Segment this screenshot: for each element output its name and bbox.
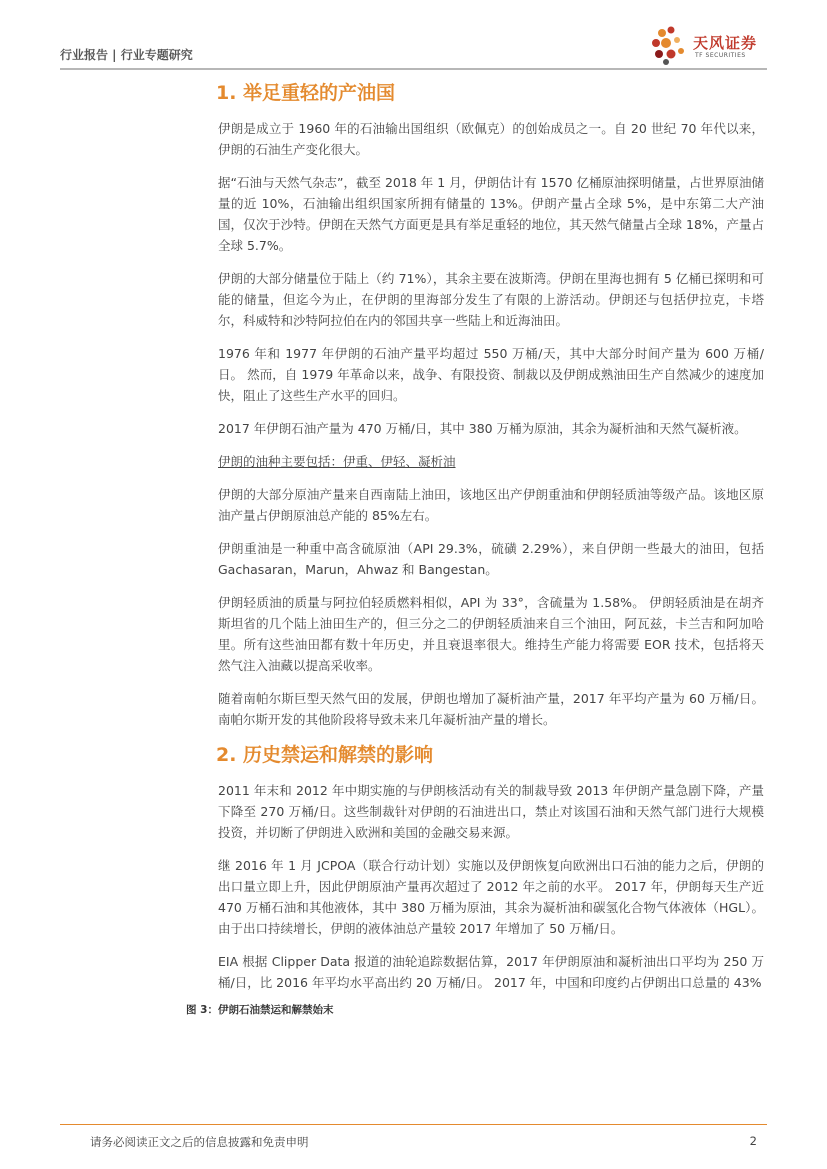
oil-types-heading: 伊朗的油种主要包括：伊重、伊轻、凝析油 bbox=[218, 454, 456, 469]
paragraph: EIA 根据 Clipper Data 报道的油轮追踪数据估算，2017 年伊朗原油和凝析油出口平均为 250 万桶/日，比 2016 年平均水平高出约 20 万桶/日。 2017 年，中国和印度约占伊朗出口总量的 43% bbox=[218, 954, 764, 990]
paragraph: 伊朗的大部分原油产量来自西南陆上油田，该地区出产伊朗重油和伊朗轻质油等级产品。该地区原油产量占伊朗原油总产能的 85%左右。 bbox=[218, 487, 764, 523]
logo-text-en: TF SECURITIES bbox=[695, 52, 746, 59]
paragraph: 随着南帕尔斯巨型天然气田的发展，伊朗也增加了凝析油产量，2017 年平均产量为 60 万桶/日。南帕尔斯开发的其他阶段将导致未来几年凝析油产量的增长。 bbox=[218, 691, 764, 727]
paragraph: 2017 年伊朗石油产量为 470 万桶/日，其中 380 万桶为原油，其余为凝析油和天然气凝析液。 bbox=[218, 421, 747, 436]
main-content bbox=[218, 80, 764, 1005]
logo-text-cn: 天风证券 bbox=[693, 34, 758, 52]
company-logo bbox=[649, 24, 765, 66]
tf-logo-icon bbox=[649, 24, 691, 66]
header-divider bbox=[60, 68, 767, 70]
paragraph: 伊朗的大部分储量位于陆上（约 71%），其余主要在波斯湾。伊朗在里海也拥有 5 亿桶已探明和可能的储量，但迄今为止，在伊朗的里海部分发生了有限的上游活动。伊朗还与包括伊拉克，卡塔尔，科威特和沙特阿拉伯在内的邻国共享一些陆上和近海油田。 bbox=[218, 271, 764, 328]
paragraph: 据“石油与天然气杂志”，截至 2018 年 1 月，伊朗估计有 1570 亿桶原油探明储量，占世界原油储量的近 10%，石油输出组织国家所拥有储量的 13%。伊朗产量占全球 5%，是中东第二大产油国，仅次于沙特。伊朗在天然气方面更是具有举足重轻的地位，其天然气储量占全球 18%，产量占全球 5.7%。 bbox=[218, 175, 764, 253]
header-breadcrumb: 行业报告 | 行业专题研究 bbox=[60, 48, 193, 62]
paragraph: 伊朗轻质油的质量与阿拉伯轻质燃料相似，API 为 33°，含硫量为 1.58%。 伊朗轻质油是在胡齐斯坦省的几个陆上油田生产的，但三分之二的伊朗轻质油来自三个油田，阿瓦兹，卡兰吉和阿加哈里。所有这些油田都有数十年历史，并且衰退率很大。维持生产能力将需要 EOR 技术，包括将天然气注入油藏以提高采收率。 bbox=[218, 595, 764, 673]
section-title: 1. 举足重轻的产油国 bbox=[216, 82, 396, 104]
section-title: 2. 历史禁运和解禁的影响 bbox=[216, 744, 434, 766]
paragraph: 伊朗重油是一种重中高含硫原油（API 29.3%，硫磺 2.29%），来自伊朗一些最大的油田，包括 Gachasaran，Marun，Ahwaz 和 Bangestan。 bbox=[218, 541, 764, 577]
paragraph: 伊朗是成立于 1960 年的石油输出国组织（欧佩克）的创始成员之一。自 20 世纪 70 年代以来，伊朗的石油生产变化很大。 bbox=[218, 121, 764, 157]
paragraph: 继 2016 年 1 月 JCPOA（联合行动计划）实施以及伊朗恢复向欧洲出口石油的能力之后，伊朗的出口量立即上升，因此伊朗原油产量再次超过了 2012 年之前的水平。 2017 年，伊朗每天生产近 470 万桶石油和其他液体，其中 380 万桶为原油，其余为凝析油和碳氢化合物气体液体（HGL）。 由于出口持续增长，伊朗的液体油总产量较 2017 年增加了 50 万桶/日。 bbox=[218, 858, 764, 936]
page-number: 2 bbox=[749, 1134, 757, 1148]
paragraph: 1976 年和 1977 年伊朗的石油产量平均超过 550 万桶/天，其中大部分时间产量为 600 万桶/日。 然而，自 1979 年革命以来，战争、有限投资、制裁以及伊朗成熟油田生产自然减少的速度加快，阻止了这些生产水平的回归。 bbox=[218, 346, 764, 403]
figure-caption: 图 3：伊朗石油禁运和解禁始末 bbox=[186, 1004, 334, 1016]
footer-disclaimer: 请务必阅读正文之后的信息披露和免责申明 bbox=[90, 1135, 309, 1149]
paragraph: 2011 年末和 2012 年中期实施的与伊朗核活动有关的制裁导致 2013 年伊朗产量急剧下降，产量下降至 270 万桶/日。这些制裁针对伊朗的石油进出口，禁止对该国石油和天然气部门进行大规模投资，并切断了伊朗进入欧洲和美国的金融交易来源。 bbox=[218, 783, 764, 840]
footer-divider bbox=[60, 1124, 767, 1125]
